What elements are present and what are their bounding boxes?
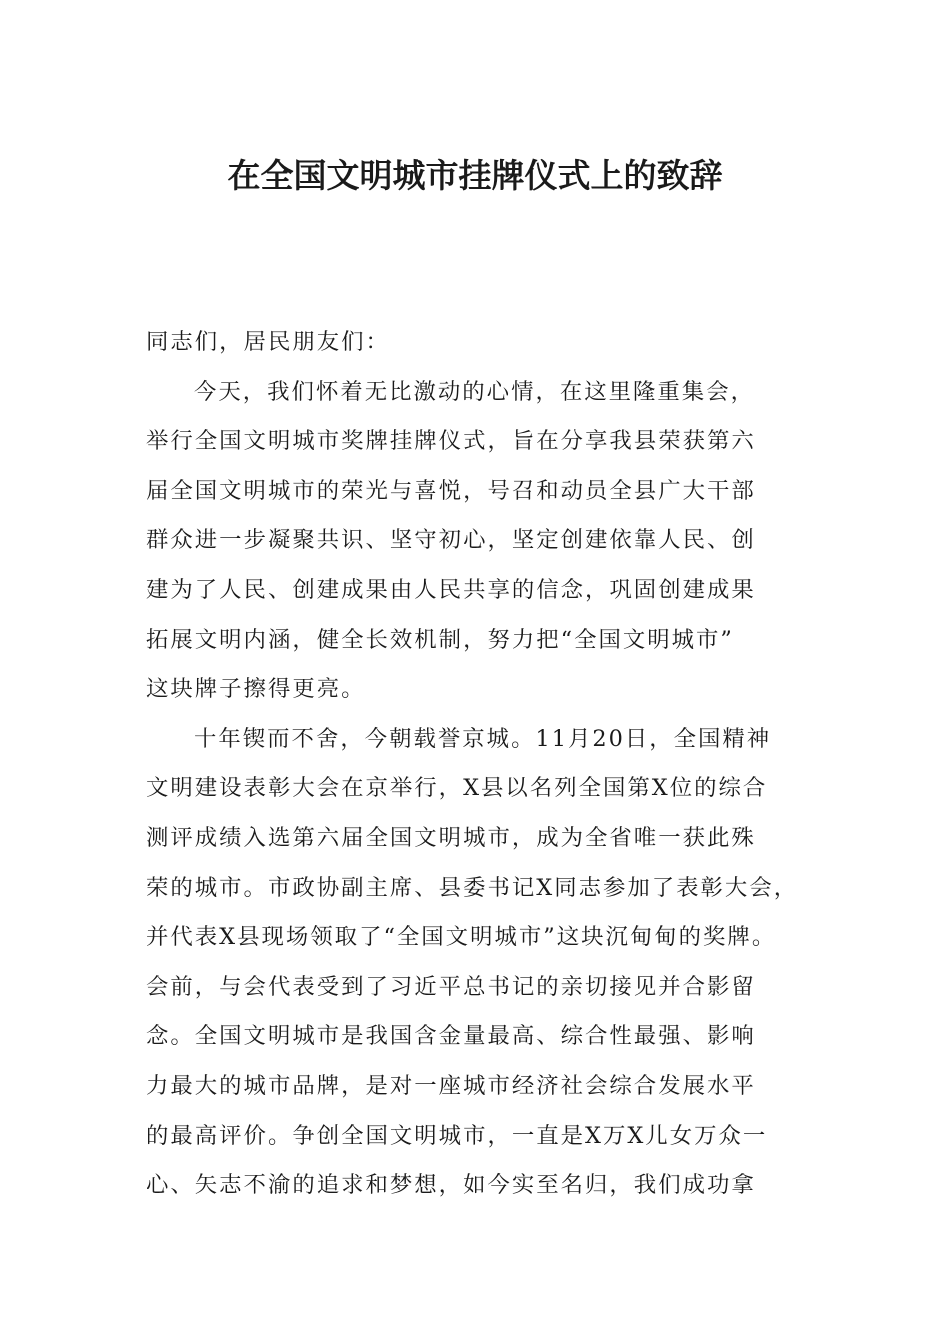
paragraph-1-line-2: 举行全国文明城市奖牌挂牌仪式，旨在分享我县荣获第六 (146, 428, 756, 455)
paragraph-2-line-6: 会前，与会代表受到了习近平总书记的亲切接见并合影留 (146, 973, 756, 1000)
paragraph-2-line-10: 心、矢志不渝的追求和梦想，如今实至名归，我们成功拿 (146, 1172, 756, 1199)
paragraph-2-line-3: 测评成绩入选第六届全国文明城市，成为全省唯一获此殊 (146, 824, 756, 851)
paragraph-1-line-3: 届全国文明城市的荣光与喜悦，号召和动员全县广大干部 (146, 477, 756, 504)
paragraph-2-line-2: 文明建设表彰大会在京举行，X县以名列全国第X位的综合 (146, 775, 768, 802)
paragraph-2-line-9: 的最高评价。争创全国文明城市，一直是X万X儿女万众一 (146, 1122, 768, 1149)
paragraph-1-line-7: 这块牌子擦得更亮。 (146, 676, 366, 703)
paragraph-2-line-5: 并代表X县现场领取了“全国文明城市”这块沉甸甸的奖牌。 (146, 924, 777, 951)
paragraph-2-line-8: 力最大的城市品牌，是对一座城市经济社会综合发展水平 (146, 1072, 756, 1099)
paragraph-1-line-5: 建为了人民、创建成果由人民共享的信念，巩固创建成果 (146, 576, 756, 603)
paragraph-1-line-6: 拓展文明内涵，健全长效机制，努力把“全国文明城市” (146, 626, 734, 653)
paragraph-1-line-4: 群众进一步凝聚共识、坚守初心，坚定创建依靠人民、创 (146, 527, 756, 554)
paragraph-1-line-1: 今天，我们怀着无比激动的心情，在这里隆重集会， (194, 378, 755, 405)
paragraph-2-line-4: 荣的城市。市政协副主席、县委书记X同志参加了表彰大会， (146, 874, 799, 901)
document-body (146, 318, 836, 1211)
paragraph-2-line-1: 十年锲而不舍，今朝载誉京城。11月20日，全国精神 (194, 725, 772, 752)
salutation-line: 同志们，居民朋友们： (146, 329, 390, 355)
document-title: 在全国文明城市挂牌仪式上的致辞 (227, 156, 723, 195)
paragraph-2-line-7: 念。全国文明城市是我国含金量最高、综合性最强、影响 (146, 1023, 756, 1050)
